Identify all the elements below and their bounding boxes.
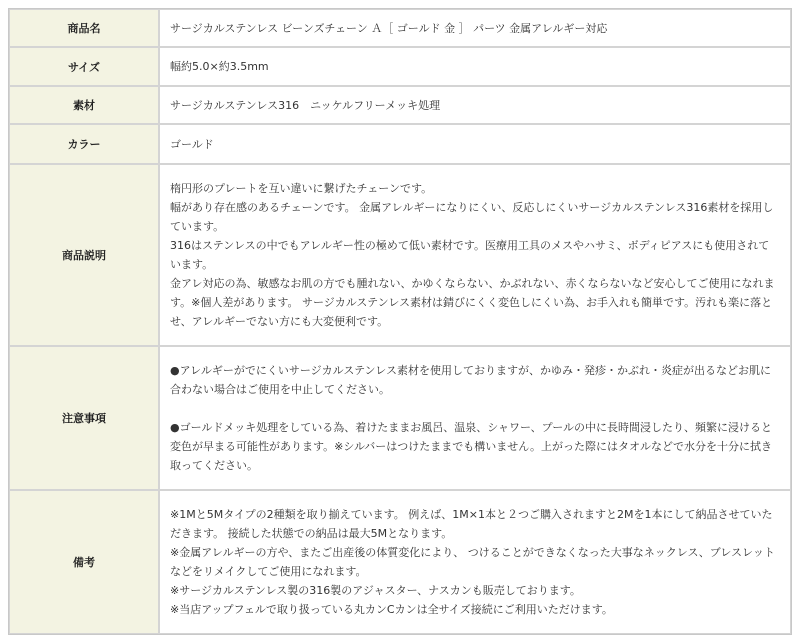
spec-row-product-name [9, 9, 791, 47]
spec-label-notes: 備考 [9, 490, 159, 634]
notes-line: ※サージカルステンレス製の316製のアジャスター、ナスカンも販売しております。 [170, 584, 581, 597]
description-line: 幅があり存在感のあるチェーンです。 金属アレルギーになりにくい、反応しにくいサージカルステンレス316素材を採用しています。 [170, 201, 774, 233]
spec-row-size [9, 47, 791, 86]
spec-label-caution: 注意事項 [9, 346, 159, 490]
spec-row-notes [9, 490, 791, 634]
description-line: 楕円形のプレートを互い違いに繋げたチェーンです。 [170, 182, 433, 195]
paragraph-gap [170, 399, 780, 418]
spec-value-notes [159, 490, 791, 634]
spec-value-color: ゴールド [159, 124, 791, 164]
spec-value-size: 幅約5.0×約3.5mm [159, 47, 791, 86]
spec-value-material: サージカルステンレス316 ニッケルフリーメッキ処理 [159, 86, 791, 124]
spec-label-color: カラー [9, 124, 159, 164]
product-spec-table [8, 8, 792, 635]
caution-paragraph: ●アレルギーがでにくいサージカルステンレス素材を使用しておりますが、かゆみ・発疹・かぶれ・炎症が出るなどお肌に合わない場合はご使用を中止してください。 [170, 364, 771, 396]
spec-label-description: 商品説明 [9, 164, 159, 346]
notes-line: ※金属アレルギーの方や、またご出産後の体質変化により、 つけることができなくなった大事なネックレス、ブレスレットなどをリメイクしてご使用になれます。 [170, 546, 775, 578]
spec-label-material: 素材 [9, 86, 159, 124]
description-line: 金アレ対応の為、敏感なお肌の方でも腫れない、かゆくならない、かぶれない、赤くならないなど安心してご使用になれます。※個人差があります。 サージカルステンレス素材は錆びにくく変色しにくい為、お手入れも簡単です。汚れも楽に落とせ、アレルギーでない方にも大変便利です。 [170, 277, 775, 328]
caution-paragraph: ●ゴールドメッキ処理をしている為、着けたままお風呂、温泉、シャワー、プールの中に長時間浸したり、頻繁に浸けると変色が早まる可能性があります。※シルバーはつけたままでも構いません。上がった際にはタオルなどで水分を十分に拭き取ってください。 [170, 421, 773, 472]
description-line: 316はステンレスの中でもアレルギー性の極めて低い素材です。医療用工具のメスやハサミ、ボディピアスにも使用されています。 [170, 239, 770, 271]
spec-value-product-name: サージカルステンレス ビーンズチェーン Ａ［ ゴールド 金 ］ パーツ 金属アレルギー対応 [159, 9, 791, 47]
spec-value-caution [159, 346, 791, 490]
spec-row-color [9, 124, 791, 164]
spec-row-caution [9, 346, 791, 490]
spec-label-product-name: 商品名 [9, 9, 159, 47]
spec-value-description [159, 164, 791, 346]
notes-line: ※1Mと5Mタイプの2種類を取り揃えています。 例えば、1M×1本と２つご購入されますと2Mを1本にして納品させていただきます。 接続した状態での納品は最大5Mとなります。 [170, 508, 773, 540]
spec-row-description [9, 164, 791, 346]
spec-row-material [9, 86, 791, 124]
notes-line: ※当店アップフェルで取り扱っている丸カンCカンは全サイズ接続にご利用いただけます。 [170, 603, 613, 616]
spec-label-size: サイズ [9, 47, 159, 86]
